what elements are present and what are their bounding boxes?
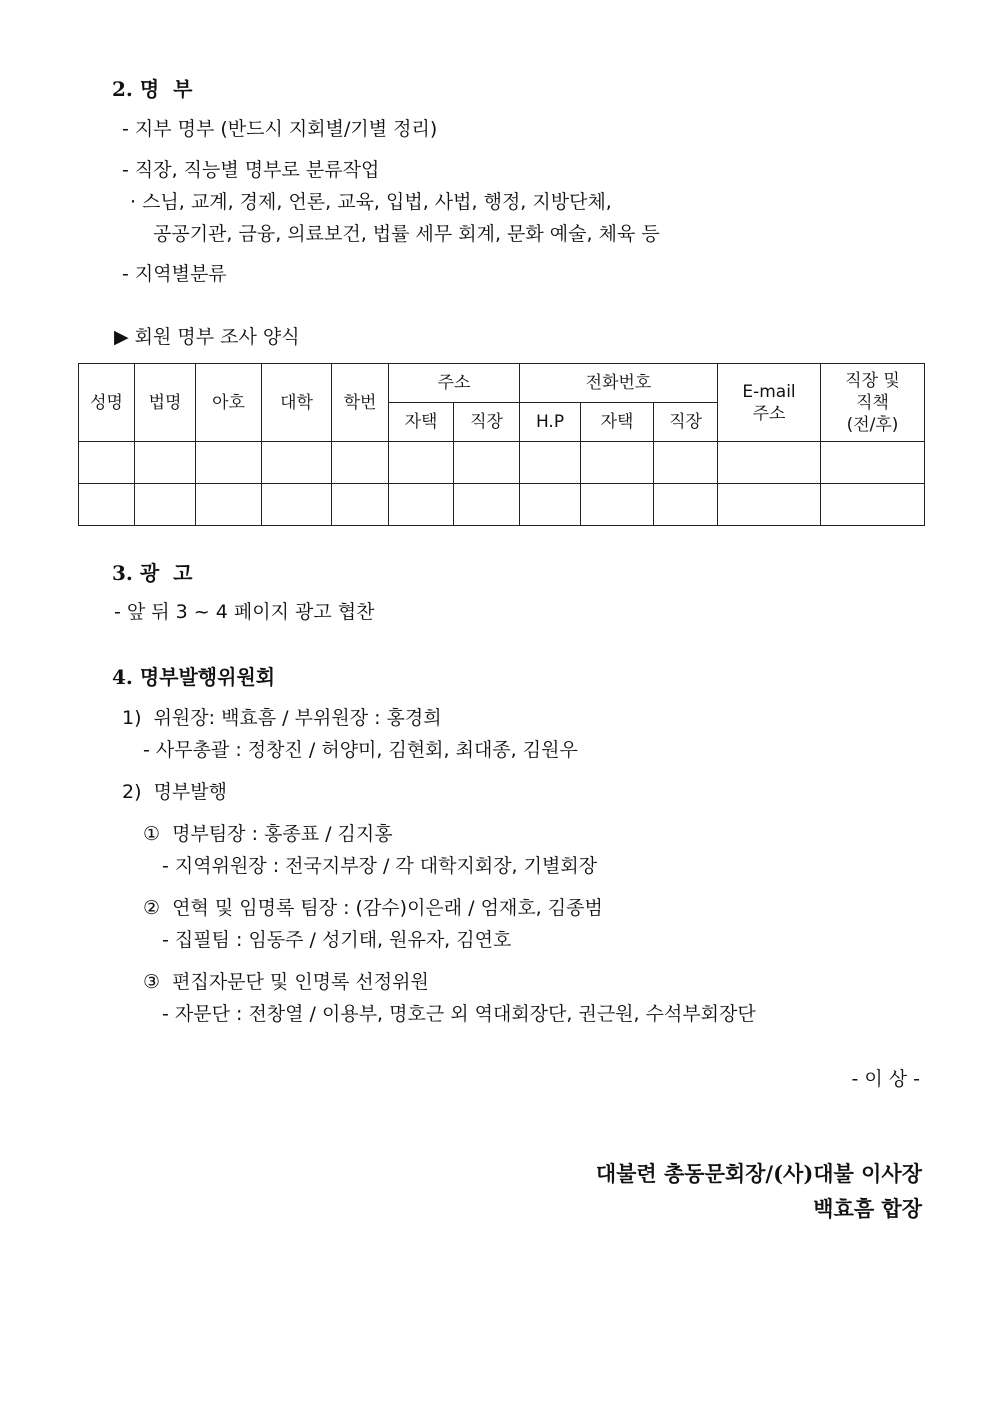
section-2-subitem: · 스님, 교계, 경제, 언론, 교육, 입법, 사법, 행정, 지방단체, (130, 191, 612, 213)
table-cell (262, 484, 332, 526)
committee-team: ② 연혁 및 임명록 팀장 : (감수)이은래 / 엄재호, 김종범 (143, 897, 603, 919)
committee-team: ① 명부팀장 : 홍종표 / 김지홍 (143, 823, 393, 845)
section-2-item: - 지역별분류 (122, 263, 227, 285)
signature-title: 대불련 총동문회장/(사)대불 이사장 (595, 1161, 922, 1186)
table-cell (135, 484, 196, 526)
table-cell (718, 442, 821, 484)
table-cell (520, 484, 581, 526)
header-address: 주소 (389, 364, 520, 403)
table-cell (196, 442, 262, 484)
closing-mark: - 이 상 - (851, 1068, 920, 1090)
header-university: 대학 (262, 364, 332, 442)
table-cell (454, 442, 520, 484)
committee-subitem: - 자문단 : 전창열 / 이용부, 명호근 외 역대회장단, 권근원, 수석부회장단 (162, 1003, 756, 1025)
table-cell (821, 484, 925, 526)
form-title: ▶ 회원 명부 조사 양식 (114, 326, 300, 348)
table-row (79, 484, 925, 526)
subheader-phone-home: 자택 (581, 403, 654, 442)
header-name: 성명 (79, 364, 135, 442)
section-2-item: - 직장, 직능별 명부로 분류작업 (122, 159, 380, 181)
table-row (79, 442, 925, 484)
committee-team: ③ 편집자문단 및 인명록 선정위원 (143, 971, 429, 993)
section-3-title: 3. 광 고 (112, 561, 193, 585)
table-cell (79, 442, 135, 484)
subheader-phone-work: 직장 (654, 403, 718, 442)
committee-subitem: - 집필팀 : 임동주 / 성기태, 원유자, 김연호 (162, 929, 512, 951)
committee-item: 1) 위원장: 백효흠 / 부위원장 : 홍경희 (122, 707, 442, 729)
subheader-phone-hp: H.P (520, 403, 581, 442)
table-cell (821, 442, 925, 484)
table-cell (79, 484, 135, 526)
table-cell (332, 442, 389, 484)
signature-name: 백효흠 합장 (813, 1196, 922, 1221)
subheader-address-home: 자택 (389, 403, 454, 442)
section-2-subitem-cont: 공공기관, 금융, 의료보건, 법률 세무 회계, 문화 예술, 체육 등 (153, 223, 660, 245)
header-dharma-name: 법명 (135, 364, 196, 442)
table-cell (718, 484, 821, 526)
table-cell (389, 484, 454, 526)
table-cell (389, 442, 454, 484)
header-email: E-mail 주소 (718, 364, 821, 442)
table-cell (654, 484, 718, 526)
header-pen-name: 아호 (196, 364, 262, 442)
table-cell (581, 442, 654, 484)
section-2-item: - 지부 명부 (반드시 지회별/기별 정리) (122, 118, 438, 140)
member-form-table (78, 363, 925, 526)
table-cell (654, 442, 718, 484)
committee-item: 2) 명부발행 (122, 781, 227, 803)
header-student-id: 학번 (332, 364, 389, 442)
table-cell (520, 442, 581, 484)
section-4-title: 4. 명부발행위원회 (112, 665, 276, 689)
committee-subitem: - 사무총괄 : 정창진 / 허양미, 김현회, 최대종, 김원우 (143, 739, 578, 761)
table-cell (332, 484, 389, 526)
header-phone: 전화번호 (520, 364, 718, 403)
table-cell (135, 442, 196, 484)
table-cell (581, 484, 654, 526)
table-cell (262, 442, 332, 484)
header-job: 직장 및 직책 (전/후) (821, 364, 925, 442)
subheader-address-work: 직장 (454, 403, 520, 442)
table-cell (196, 484, 262, 526)
committee-subitem: - 지역위원장 : 전국지부장 / 각 대학지회장, 기별회장 (162, 855, 598, 877)
section-2-title: 2. 명 부 (112, 77, 193, 101)
section-3-item: - 앞 뒤 3 ~ 4 페이지 광고 협찬 (114, 601, 375, 623)
table-cell (454, 484, 520, 526)
table-header-row (79, 364, 925, 403)
